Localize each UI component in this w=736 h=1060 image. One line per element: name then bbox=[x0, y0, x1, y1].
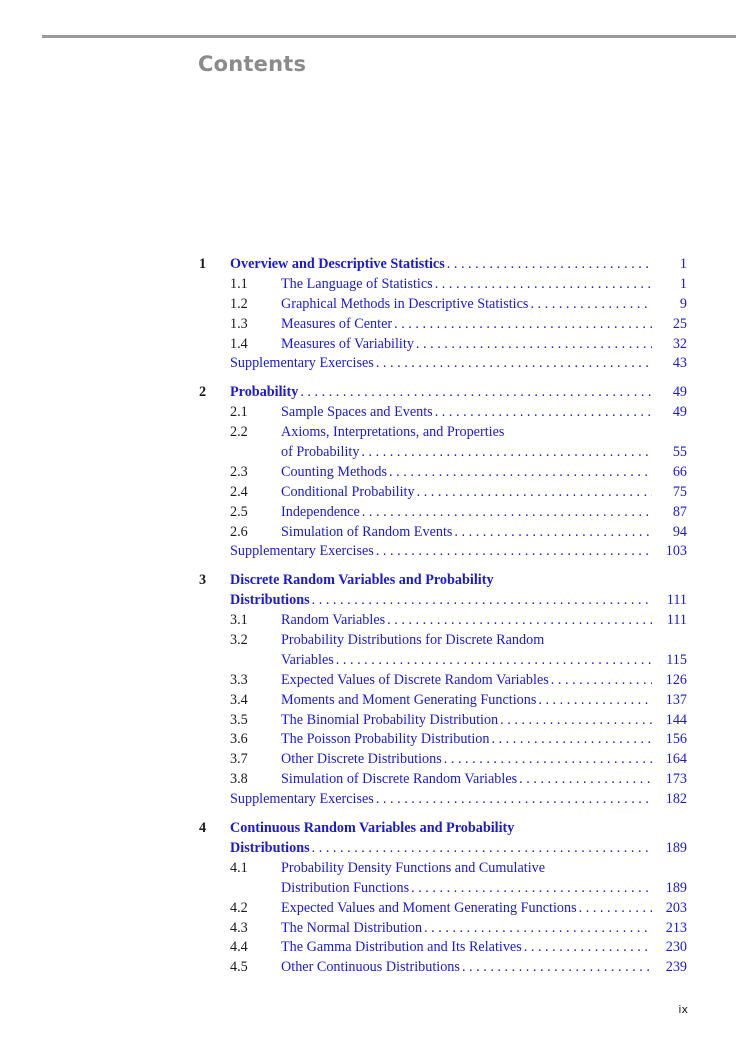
section-2-2-title[interactable]: Axioms, Interpretations, and Properties bbox=[281, 424, 505, 441]
section-3-3-title[interactable]: Expected Values of Discrete Random Variables bbox=[281, 671, 549, 688]
page-title: Contents bbox=[198, 52, 307, 76]
section-4-3-number: 4.3 bbox=[230, 919, 248, 936]
section-3-3-number: 3.3 bbox=[230, 671, 248, 688]
section-1-3[interactable] bbox=[0, 315, 736, 335]
section-3-5[interactable] bbox=[0, 711, 736, 731]
dot-leader bbox=[435, 403, 652, 423]
section-3-8[interactable] bbox=[0, 770, 736, 790]
section-2-2-title-line bbox=[281, 423, 687, 443]
section-3-6-title-line bbox=[281, 730, 652, 750]
section-2-1-page[interactable]: 49 bbox=[669, 403, 687, 423]
section-3-8-title[interactable]: Simulation of Discrete Random Variables bbox=[281, 771, 518, 788]
dot-leader bbox=[538, 691, 652, 711]
section-3-7-number: 3.7 bbox=[230, 751, 248, 768]
chapter-heading-1-title[interactable]: Overview and Descriptive Statistics bbox=[230, 256, 445, 272]
dot-leader bbox=[524, 938, 652, 958]
section-2-2[interactable] bbox=[0, 423, 736, 443]
chapter-heading-4-title[interactable]: Continuous Random Variables and Probability bbox=[230, 820, 515, 837]
section-4-4[interactable] bbox=[0, 938, 736, 958]
section-3-4[interactable] bbox=[0, 691, 736, 711]
section-2-4-page[interactable]: 75 bbox=[669, 483, 687, 503]
dot-leader bbox=[312, 839, 652, 859]
supplementary-exercises-1-title[interactable]: Supplementary Exercises bbox=[230, 355, 374, 372]
section-4-5-title-line bbox=[281, 958, 652, 978]
section-3-2-number: 3.2 bbox=[230, 632, 248, 649]
section-1-1[interactable] bbox=[0, 275, 736, 295]
dot-leader bbox=[447, 255, 652, 275]
section-4-5[interactable] bbox=[0, 958, 736, 978]
section-1-4-title-line bbox=[281, 335, 652, 355]
section-3-7-page[interactable]: 164 bbox=[662, 750, 687, 770]
dot-leader bbox=[454, 523, 652, 543]
chapter-1 bbox=[0, 255, 736, 374]
section-2-2-continuation[interactable] bbox=[0, 443, 736, 463]
section-2-4-title-line bbox=[281, 483, 652, 503]
dot-leader bbox=[417, 483, 652, 503]
chapter-heading-3[interactable] bbox=[0, 571, 736, 591]
section-4-2-page[interactable]: 203 bbox=[662, 899, 687, 919]
section-2-5-number: 2.5 bbox=[230, 503, 248, 520]
chapter-heading-3-title-line bbox=[230, 571, 687, 591]
dot-leader bbox=[424, 919, 652, 939]
section-2-6-number: 2.6 bbox=[230, 523, 248, 540]
section-3-7-title[interactable]: Other Discrete Distributions bbox=[281, 751, 442, 768]
section-2-6[interactable] bbox=[0, 523, 736, 543]
section-2-5-page[interactable]: 87 bbox=[669, 503, 687, 523]
section-1-4-title[interactable]: Measures of Variability bbox=[281, 335, 414, 352]
chapter-3 bbox=[0, 571, 736, 810]
section-1-1-title-line bbox=[281, 275, 652, 295]
section-3-5-number: 3.5 bbox=[230, 711, 248, 728]
chapter-heading-3-title-line bbox=[230, 591, 652, 611]
section-2-4-title[interactable]: Conditional Probability bbox=[281, 483, 415, 500]
supplementary-exercises-3[interactable] bbox=[0, 790, 736, 810]
section-4-2-title-line bbox=[281, 899, 652, 919]
supplementary-exercises-2-title[interactable]: Supplementary Exercises bbox=[230, 543, 374, 560]
section-4-1-page[interactable]: 189 bbox=[662, 879, 687, 899]
dot-leader bbox=[394, 315, 652, 335]
chapter-2 bbox=[0, 383, 736, 562]
section-1-3-page[interactable]: 25 bbox=[669, 315, 687, 335]
section-2-5-title-line bbox=[281, 503, 652, 523]
section-1-2-page[interactable]: 9 bbox=[676, 295, 687, 315]
page-number: ix bbox=[678, 1003, 688, 1016]
dot-leader bbox=[376, 790, 652, 810]
dot-leader bbox=[551, 671, 652, 691]
dot-leader bbox=[435, 275, 652, 295]
section-2-2-title-line bbox=[281, 443, 652, 463]
section-2-3-number: 2.3 bbox=[230, 463, 248, 480]
supplementary-exercises-2-title-line bbox=[230, 542, 652, 562]
section-4-3[interactable] bbox=[0, 919, 736, 939]
section-3-6[interactable] bbox=[0, 730, 736, 750]
section-4-2-title[interactable]: Expected Values and Moment Generating Functions bbox=[281, 899, 577, 916]
section-3-6-number: 3.6 bbox=[230, 731, 248, 748]
section-3-4-title-line bbox=[281, 691, 652, 711]
section-2-2-page[interactable]: 55 bbox=[669, 443, 687, 463]
dot-leader bbox=[376, 354, 652, 374]
supplementary-exercises-2[interactable] bbox=[0, 542, 736, 562]
section-4-1-number: 4.1 bbox=[230, 859, 248, 876]
section-3-1[interactable] bbox=[0, 611, 736, 631]
section-1-1-page[interactable]: 1 bbox=[676, 275, 687, 295]
supplementary-exercises-3-title-line bbox=[230, 790, 652, 810]
chapter-heading-1-page[interactable]: 1 bbox=[676, 255, 687, 275]
chapter-4 bbox=[0, 819, 736, 978]
section-1-4[interactable] bbox=[0, 335, 736, 355]
section-3-2-continuation[interactable] bbox=[0, 651, 736, 671]
chapter-heading-1-title-line bbox=[230, 255, 652, 275]
section-3-8-number: 3.8 bbox=[230, 771, 248, 788]
chapter-heading-4-number: 4 bbox=[199, 820, 207, 837]
chapter-heading-2-title[interactable]: Probability bbox=[230, 384, 299, 401]
dot-leader bbox=[462, 958, 652, 978]
dot-leader bbox=[519, 770, 652, 790]
section-3-5-page[interactable]: 144 bbox=[662, 711, 687, 731]
section-4-5-page[interactable]: 239 bbox=[662, 958, 687, 978]
section-2-3[interactable] bbox=[0, 463, 736, 483]
section-2-1-title-line bbox=[281, 403, 652, 423]
section-3-8-page[interactable]: 173 bbox=[662, 770, 687, 790]
section-3-3[interactable] bbox=[0, 671, 736, 691]
chapter-heading-3-page[interactable]: 111 bbox=[663, 591, 687, 611]
dot-leader bbox=[387, 611, 652, 631]
section-2-1-title[interactable]: Sample Spaces and Events bbox=[281, 404, 433, 421]
section-3-6-title[interactable]: The Poisson Probability Distribution bbox=[281, 731, 490, 748]
chapter-heading-1-number: 1 bbox=[199, 256, 207, 272]
chapter-heading-3-number: 3 bbox=[199, 572, 207, 589]
section-4-1-title[interactable]: Probability Density Functions and Cumulative bbox=[281, 859, 546, 876]
dot-leader bbox=[411, 879, 652, 899]
section-2-6-title[interactable]: Simulation of Random Events bbox=[281, 523, 453, 540]
section-2-2-title-cont[interactable]: of Probability bbox=[281, 444, 360, 461]
section-3-3-title-line bbox=[281, 671, 652, 691]
section-3-7-title-line bbox=[281, 750, 652, 770]
section-4-3-title-line bbox=[281, 919, 652, 939]
section-3-1-page[interactable]: 111 bbox=[663, 611, 687, 631]
section-4-1-title-line bbox=[281, 859, 687, 879]
section-3-5-title[interactable]: The Binomial Probability Distribution bbox=[281, 711, 499, 728]
section-2-3-title[interactable]: Counting Methods bbox=[281, 463, 388, 480]
section-2-6-title-line bbox=[281, 523, 652, 543]
section-1-3-number: 1.3 bbox=[230, 315, 248, 332]
section-3-2-title[interactable]: Probability Distributions for Discrete Random bbox=[281, 632, 545, 649]
supplementary-exercises-2-page[interactable]: 103 bbox=[662, 542, 687, 562]
section-3-4-page[interactable]: 137 bbox=[662, 691, 687, 711]
section-1-2-title-line bbox=[281, 295, 652, 315]
section-3-1-title[interactable]: Random Variables bbox=[281, 612, 386, 629]
section-2-5-title[interactable]: Independence bbox=[281, 503, 360, 520]
section-4-3-title[interactable]: The Normal Distribution bbox=[281, 919, 423, 936]
section-3-2-page[interactable]: 115 bbox=[662, 651, 687, 671]
section-3-3-page[interactable]: 126 bbox=[662, 671, 687, 691]
section-3-6-page[interactable]: 156 bbox=[662, 730, 687, 750]
section-3-1-title-line bbox=[281, 611, 652, 631]
supplementary-exercises-1-page[interactable]: 43 bbox=[669, 354, 687, 374]
section-3-2[interactable] bbox=[0, 631, 736, 651]
section-1-4-number: 1.4 bbox=[230, 335, 248, 352]
section-2-3-title-line bbox=[281, 463, 652, 483]
section-2-5[interactable] bbox=[0, 503, 736, 523]
section-2-3-page[interactable]: 66 bbox=[669, 463, 687, 483]
chapter-heading-3-continuation[interactable] bbox=[0, 591, 736, 611]
section-2-1[interactable] bbox=[0, 403, 736, 423]
section-3-7[interactable] bbox=[0, 750, 736, 770]
supplementary-exercises-1-title-line bbox=[230, 354, 652, 374]
chapter-heading-4-page[interactable]: 189 bbox=[662, 839, 687, 859]
section-1-2[interactable] bbox=[0, 295, 736, 315]
top-rule bbox=[42, 35, 736, 38]
section-2-1-number: 2.1 bbox=[230, 404, 248, 421]
chapter-heading-2[interactable] bbox=[0, 383, 736, 403]
chapter-heading-1[interactable] bbox=[0, 255, 736, 275]
section-2-2-number: 2.2 bbox=[230, 424, 248, 441]
section-3-2-title-line bbox=[281, 631, 687, 651]
section-1-1-number: 1.1 bbox=[230, 275, 248, 292]
section-4-5-number: 4.5 bbox=[230, 959, 248, 976]
chapter-heading-4-continuation[interactable] bbox=[0, 839, 736, 859]
chapter-heading-3-title-cont[interactable]: Distributions bbox=[230, 592, 310, 609]
table-of-contents bbox=[0, 255, 736, 987]
section-1-1-title[interactable]: The Language of Statistics bbox=[281, 275, 433, 292]
dot-leader bbox=[491, 730, 652, 750]
section-2-4[interactable] bbox=[0, 483, 736, 503]
section-4-4-title[interactable]: The Gamma Distribution and Its Relatives bbox=[281, 939, 522, 956]
chapter-heading-2-number: 2 bbox=[199, 384, 207, 401]
section-1-2-title[interactable]: Graphical Methods in Descriptive Statistics bbox=[281, 295, 529, 312]
supplementary-exercises-1[interactable] bbox=[0, 354, 736, 374]
chapter-heading-4-title-cont[interactable]: Distributions bbox=[230, 839, 310, 856]
section-4-3-page[interactable]: 213 bbox=[662, 919, 687, 939]
section-4-1-continuation[interactable] bbox=[0, 879, 736, 899]
dot-leader bbox=[389, 463, 652, 483]
supplementary-exercises-3-title[interactable]: Supplementary Exercises bbox=[230, 791, 374, 808]
dot-leader bbox=[376, 542, 652, 562]
chapter-heading-4-title-line bbox=[230, 839, 652, 859]
section-3-2-title-cont[interactable]: Variables bbox=[281, 651, 334, 668]
chapter-heading-4-title-line bbox=[230, 819, 687, 839]
section-1-3-title[interactable]: Measures of Center bbox=[281, 315, 393, 332]
chapter-heading-3-title[interactable]: Discrete Random Variables and Probability bbox=[230, 572, 494, 589]
dot-leader bbox=[530, 295, 652, 315]
dot-leader bbox=[361, 443, 652, 463]
dot-leader bbox=[444, 750, 652, 770]
section-4-1-title-cont[interactable]: Distribution Functions bbox=[281, 879, 410, 896]
section-4-4-title-line bbox=[281, 938, 652, 958]
dot-leader bbox=[300, 383, 652, 403]
section-4-1-title-line bbox=[281, 879, 652, 899]
dot-leader bbox=[336, 651, 652, 671]
section-2-4-number: 2.4 bbox=[230, 483, 248, 500]
section-2-6-page[interactable]: 94 bbox=[669, 523, 687, 543]
supplementary-exercises-3-page[interactable]: 182 bbox=[662, 790, 687, 810]
section-3-2-title-line bbox=[281, 651, 652, 671]
section-3-4-title[interactable]: Moments and Moment Generating Functions bbox=[281, 691, 537, 708]
chapter-heading-2-page[interactable]: 49 bbox=[669, 383, 687, 403]
section-4-2[interactable] bbox=[0, 899, 736, 919]
dot-leader bbox=[579, 899, 652, 919]
section-3-4-number: 3.4 bbox=[230, 691, 248, 708]
section-3-5-title-line bbox=[281, 711, 652, 731]
chapter-heading-2-title-line bbox=[230, 383, 652, 403]
section-1-4-page[interactable]: 32 bbox=[669, 335, 687, 355]
chapter-heading-4[interactable] bbox=[0, 819, 736, 839]
section-4-5-title[interactable]: Other Continuous Distributions bbox=[281, 959, 460, 976]
dot-leader bbox=[416, 335, 652, 355]
section-1-2-number: 1.2 bbox=[230, 295, 248, 312]
section-4-1[interactable] bbox=[0, 859, 736, 879]
dot-leader bbox=[500, 711, 652, 731]
section-3-8-title-line bbox=[281, 770, 652, 790]
section-4-2-number: 4.2 bbox=[230, 899, 248, 916]
dot-leader bbox=[362, 503, 652, 523]
section-4-4-page[interactable]: 230 bbox=[662, 938, 687, 958]
section-3-1-number: 3.1 bbox=[230, 612, 248, 629]
section-4-4-number: 4.4 bbox=[230, 939, 248, 956]
dot-leader bbox=[312, 591, 652, 611]
section-1-3-title-line bbox=[281, 315, 652, 335]
